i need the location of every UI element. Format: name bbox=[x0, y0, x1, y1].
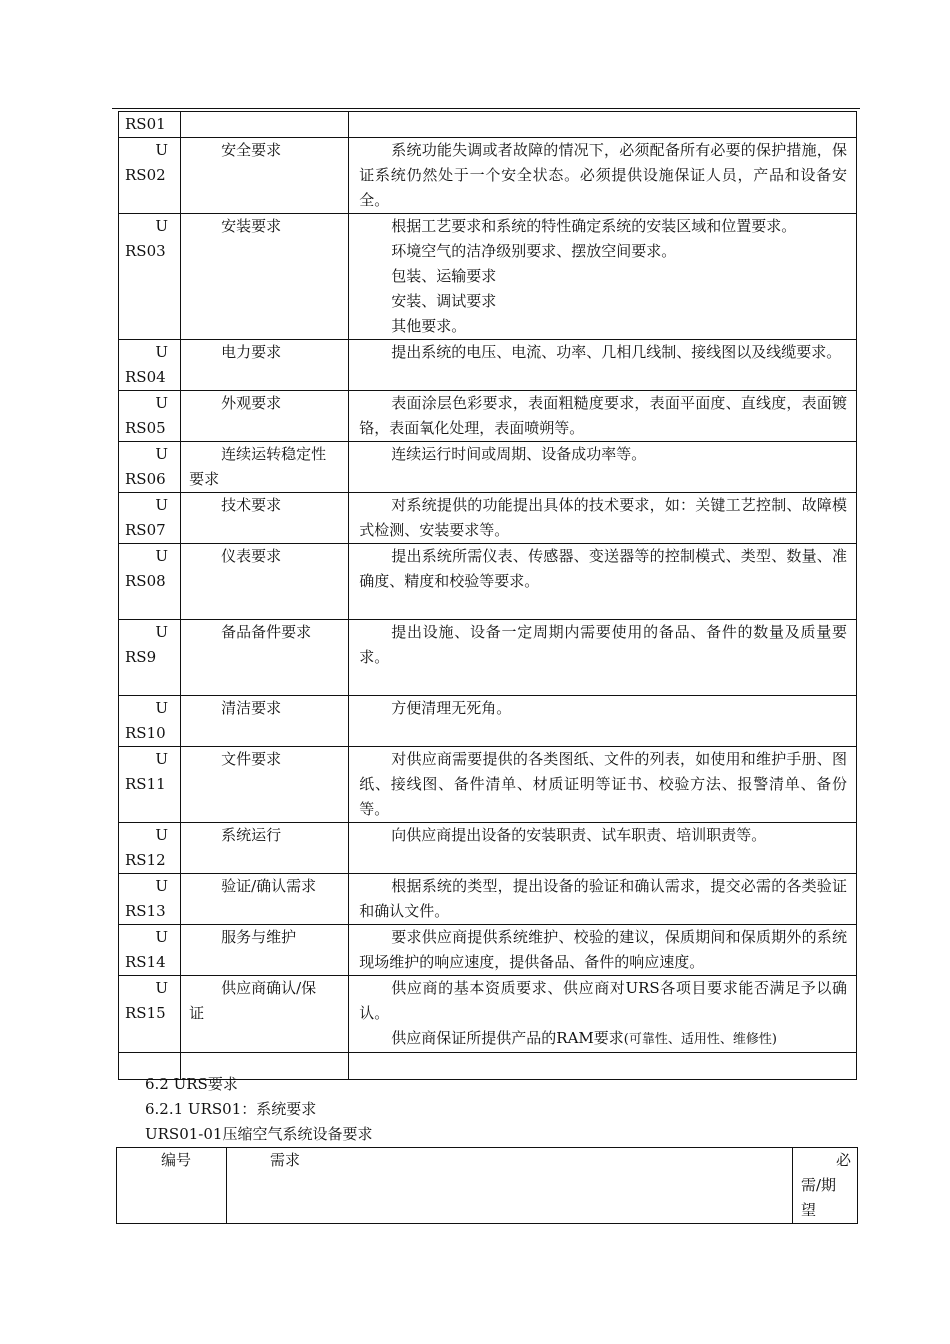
urs-id-cell bbox=[119, 112, 181, 138]
requirement-description-cell bbox=[349, 874, 857, 925]
requirement-name-cell bbox=[181, 696, 349, 747]
requirement-description-cell bbox=[349, 214, 857, 340]
urs-requirements-table bbox=[118, 111, 857, 1080]
urs-id-cell bbox=[119, 442, 181, 493]
table-row bbox=[119, 391, 857, 442]
urs-id-prefix: U bbox=[155, 343, 169, 361]
requirement-name: 电力要求 bbox=[221, 343, 282, 361]
table-caption: URS01-01压缩空气系统设备要求 bbox=[145, 1125, 373, 1143]
requirement-name: 证 bbox=[189, 1004, 205, 1022]
ram-requirement-note: (可靠性、适用性、维修性) bbox=[623, 1032, 777, 1047]
table-row bbox=[119, 976, 857, 1053]
table-row bbox=[119, 823, 857, 874]
requirement-description: 包装、运输要求 bbox=[391, 267, 497, 285]
urs-id-number: RS03 bbox=[125, 242, 166, 260]
requirement-name: 安装要求 bbox=[221, 217, 282, 235]
urs-id-cell bbox=[119, 696, 181, 747]
requirement-description-cell bbox=[349, 493, 857, 544]
table-row bbox=[119, 442, 857, 493]
requirement-name-cell bbox=[181, 976, 349, 1053]
requirements-header-table bbox=[116, 1147, 858, 1224]
requirement-description: 安装、调试要求 bbox=[391, 292, 497, 310]
requirement-description-cell bbox=[349, 823, 857, 874]
urs-id-cell bbox=[119, 214, 181, 340]
urs-id-number: RS10 bbox=[125, 724, 166, 742]
requirement-description: 其他要求。 bbox=[391, 317, 467, 335]
requirement-name: 系统运行 bbox=[221, 826, 282, 844]
col-header-requirement bbox=[227, 1148, 793, 1224]
requirement-name: 连续运转稳定性 bbox=[221, 445, 327, 463]
requirement-description: 提出系统所需仪表、传感器、变送器等的控制模式、类型、数量、准确度、精度和校验等要求。 bbox=[359, 547, 847, 590]
urs-id-cell bbox=[119, 620, 181, 696]
requirement-name: 技术要求 bbox=[221, 496, 282, 514]
urs-id-cell bbox=[119, 544, 181, 620]
table-row bbox=[119, 874, 857, 925]
table-row bbox=[119, 340, 857, 391]
requirement-name: 安全要求 bbox=[221, 141, 282, 159]
mandatory-label-line2: 需/期 bbox=[801, 1176, 837, 1194]
urs-id-cell bbox=[119, 493, 181, 544]
urs-id-number: RS9 bbox=[125, 648, 157, 666]
number-label: 编号 bbox=[161, 1151, 192, 1169]
urs-id-prefix: U bbox=[155, 547, 169, 565]
header-rule bbox=[112, 108, 860, 109]
table-row bbox=[119, 925, 857, 976]
requirement-name: 服务与维护 bbox=[221, 928, 297, 946]
urs-id-cell bbox=[119, 391, 181, 442]
requirement-description: 表面涂层色彩要求，表面粗糙度要求，表面平面度、直线度，表面镀铬，表面氧化处理，表面喷朔等。 bbox=[359, 394, 847, 437]
urs-id-number: RS12 bbox=[125, 851, 166, 869]
urs-id-cell bbox=[119, 138, 181, 214]
urs-id-prefix: U bbox=[155, 394, 169, 412]
urs-id-prefix: U bbox=[155, 928, 169, 946]
urs-id-prefix: U bbox=[155, 445, 169, 463]
requirement-name-cell bbox=[181, 214, 349, 340]
urs-id-number: RS06 bbox=[125, 470, 166, 488]
requirement-name-cell bbox=[181, 138, 349, 214]
col-header-mandatory bbox=[793, 1148, 858, 1224]
requirement-description-cell bbox=[349, 138, 857, 214]
table-row bbox=[119, 214, 857, 340]
requirement-description-cell bbox=[349, 442, 857, 493]
urs-id-cell bbox=[119, 874, 181, 925]
requirement-description: 对系统提供的功能提出具体的技术要求，如：关键工艺控制、故障模式检测、安装要求等。 bbox=[359, 496, 847, 539]
requirement-name-cell bbox=[181, 391, 349, 442]
table-row bbox=[119, 620, 857, 696]
requirement-name-cell bbox=[181, 747, 349, 823]
urs-id-cell bbox=[119, 925, 181, 976]
requirement-name-cell bbox=[181, 442, 349, 493]
mandatory-label-line1: 必 bbox=[835, 1151, 851, 1169]
requirement-name: 要求 bbox=[189, 470, 220, 488]
requirement-name-cell bbox=[181, 340, 349, 391]
requirement-name: 验证/确认需求 bbox=[221, 877, 317, 895]
requirement-description: 向供应商提出设备的安装职责、试车职责、培训职责等。 bbox=[391, 826, 767, 844]
requirement-description: 根据工艺要求和系统的特性确定系统的安装区域和位置要求。 bbox=[391, 217, 797, 235]
urs-id-prefix: U bbox=[155, 750, 169, 768]
urs-id-cell bbox=[119, 340, 181, 391]
requirement-description-cell bbox=[349, 112, 857, 138]
requirement-name-cell bbox=[181, 544, 349, 620]
requirement-description: 方便清理无死角。 bbox=[391, 699, 512, 717]
requirement-name: 供应商确认/保 bbox=[221, 979, 317, 997]
requirement-description: 根据系统的类型，提出设备的验证和确认需求，提交必需的各类验证和确认文件。 bbox=[359, 877, 847, 920]
requirement-description-cell bbox=[349, 1053, 857, 1080]
requirement-description: 系统功能失调或者故障的情况下，必须配备所有必要的保护措施，保证系统仍然处于一个安全状态。必须提供设施保证人员，产品和设备安全。 bbox=[359, 141, 847, 209]
urs-id-number: RS15 bbox=[125, 1004, 166, 1022]
requirement-label: 需求 bbox=[270, 1151, 301, 1169]
requirement-description: 对供应商需要提供的各类图纸、文件的列表，如使用和维护手册、图纸、接线图、备件清单、材质证明等证书、校验方法、报警清单、备份等。 bbox=[359, 750, 847, 818]
urs-id-number: RS04 bbox=[125, 368, 166, 386]
table-row bbox=[119, 696, 857, 747]
requirement-name-cell bbox=[181, 925, 349, 976]
requirement-description: 提出系统的电压、电流、功率、几相几线制、接线图以及线缆要求。 bbox=[391, 343, 842, 361]
urs-id-number: RS13 bbox=[125, 902, 166, 920]
urs-id-prefix: U bbox=[155, 699, 169, 717]
urs-id-number: RS05 bbox=[125, 419, 166, 437]
urs-id-number: RS07 bbox=[125, 521, 166, 539]
requirement-description-cell bbox=[349, 620, 857, 696]
urs-id-prefix: U bbox=[155, 496, 169, 514]
requirement-description-cell bbox=[349, 340, 857, 391]
requirement-description-cell bbox=[349, 544, 857, 620]
table-row bbox=[119, 138, 857, 214]
urs-id-cell bbox=[119, 976, 181, 1053]
requirement-description: 环境空气的洁净级别要求、摆放空间要求。 bbox=[391, 242, 677, 260]
table-row bbox=[119, 747, 857, 823]
section-6-2-heading: 6.2 URS要求 bbox=[145, 1075, 238, 1093]
requirement-description: 要求供应商提供系统维护、校验的建议，保质期间和保质期外的系统现场维护的响应速度，提供备品、备件的响应速度。 bbox=[359, 928, 847, 971]
urs-id-prefix: U bbox=[155, 217, 169, 235]
urs-id-text: RS01 bbox=[125, 115, 166, 133]
urs-id-prefix: U bbox=[155, 623, 169, 641]
requirement-name: 仪表要求 bbox=[221, 547, 282, 565]
requirement-name: 文件要求 bbox=[221, 750, 282, 768]
urs-id-number: RS14 bbox=[125, 953, 166, 971]
requirement-name-cell bbox=[181, 620, 349, 696]
requirement-name: 外观要求 bbox=[221, 394, 282, 412]
requirement-description bbox=[359, 1026, 847, 1052]
requirement-name-cell bbox=[181, 493, 349, 544]
requirement-description: 连续运行时间或周期、设备成功率等。 bbox=[391, 445, 647, 463]
mandatory-label-line3: 望 bbox=[801, 1201, 817, 1219]
table-row bbox=[119, 493, 857, 544]
ram-requirement-text: 供应商保证所提供产品的RAM要求 bbox=[391, 1029, 624, 1047]
urs-id-cell bbox=[119, 747, 181, 823]
requirement-description-cell bbox=[349, 696, 857, 747]
requirement-description: 提出设施、设备一定周期内需要使用的备品、备件的数量及质量要求。 bbox=[359, 623, 847, 666]
urs-id-number: RS02 bbox=[125, 166, 166, 184]
requirement-description-cell bbox=[349, 747, 857, 823]
urs-id-cell bbox=[119, 823, 181, 874]
requirement-description-cell bbox=[349, 925, 857, 976]
table-row bbox=[119, 544, 857, 620]
urs-id-prefix: U bbox=[155, 979, 169, 997]
urs-id-prefix: U bbox=[155, 826, 169, 844]
urs-id-prefix: U bbox=[155, 877, 169, 895]
requirement-description-cell bbox=[349, 976, 857, 1053]
urs-id-number: RS08 bbox=[125, 572, 166, 590]
requirement-name: 清洁要求 bbox=[221, 699, 282, 717]
requirement-name: 备品备件要求 bbox=[221, 623, 312, 641]
requirement-description: 供应商的基本资质要求、供应商对URS各项目要求能否满足予以确认。 bbox=[359, 979, 847, 1022]
requirement-name-cell bbox=[181, 874, 349, 925]
requirement-name-cell bbox=[181, 823, 349, 874]
section-6-2-1-heading: 6.2.1 URS01：系统要求 bbox=[145, 1100, 317, 1118]
requirement-description-cell bbox=[349, 391, 857, 442]
urs-id-prefix: U bbox=[155, 141, 169, 159]
col-header-number bbox=[117, 1148, 227, 1224]
table-row bbox=[119, 112, 857, 138]
urs-id-number: RS11 bbox=[125, 775, 166, 793]
requirement-name-cell bbox=[181, 112, 349, 138]
